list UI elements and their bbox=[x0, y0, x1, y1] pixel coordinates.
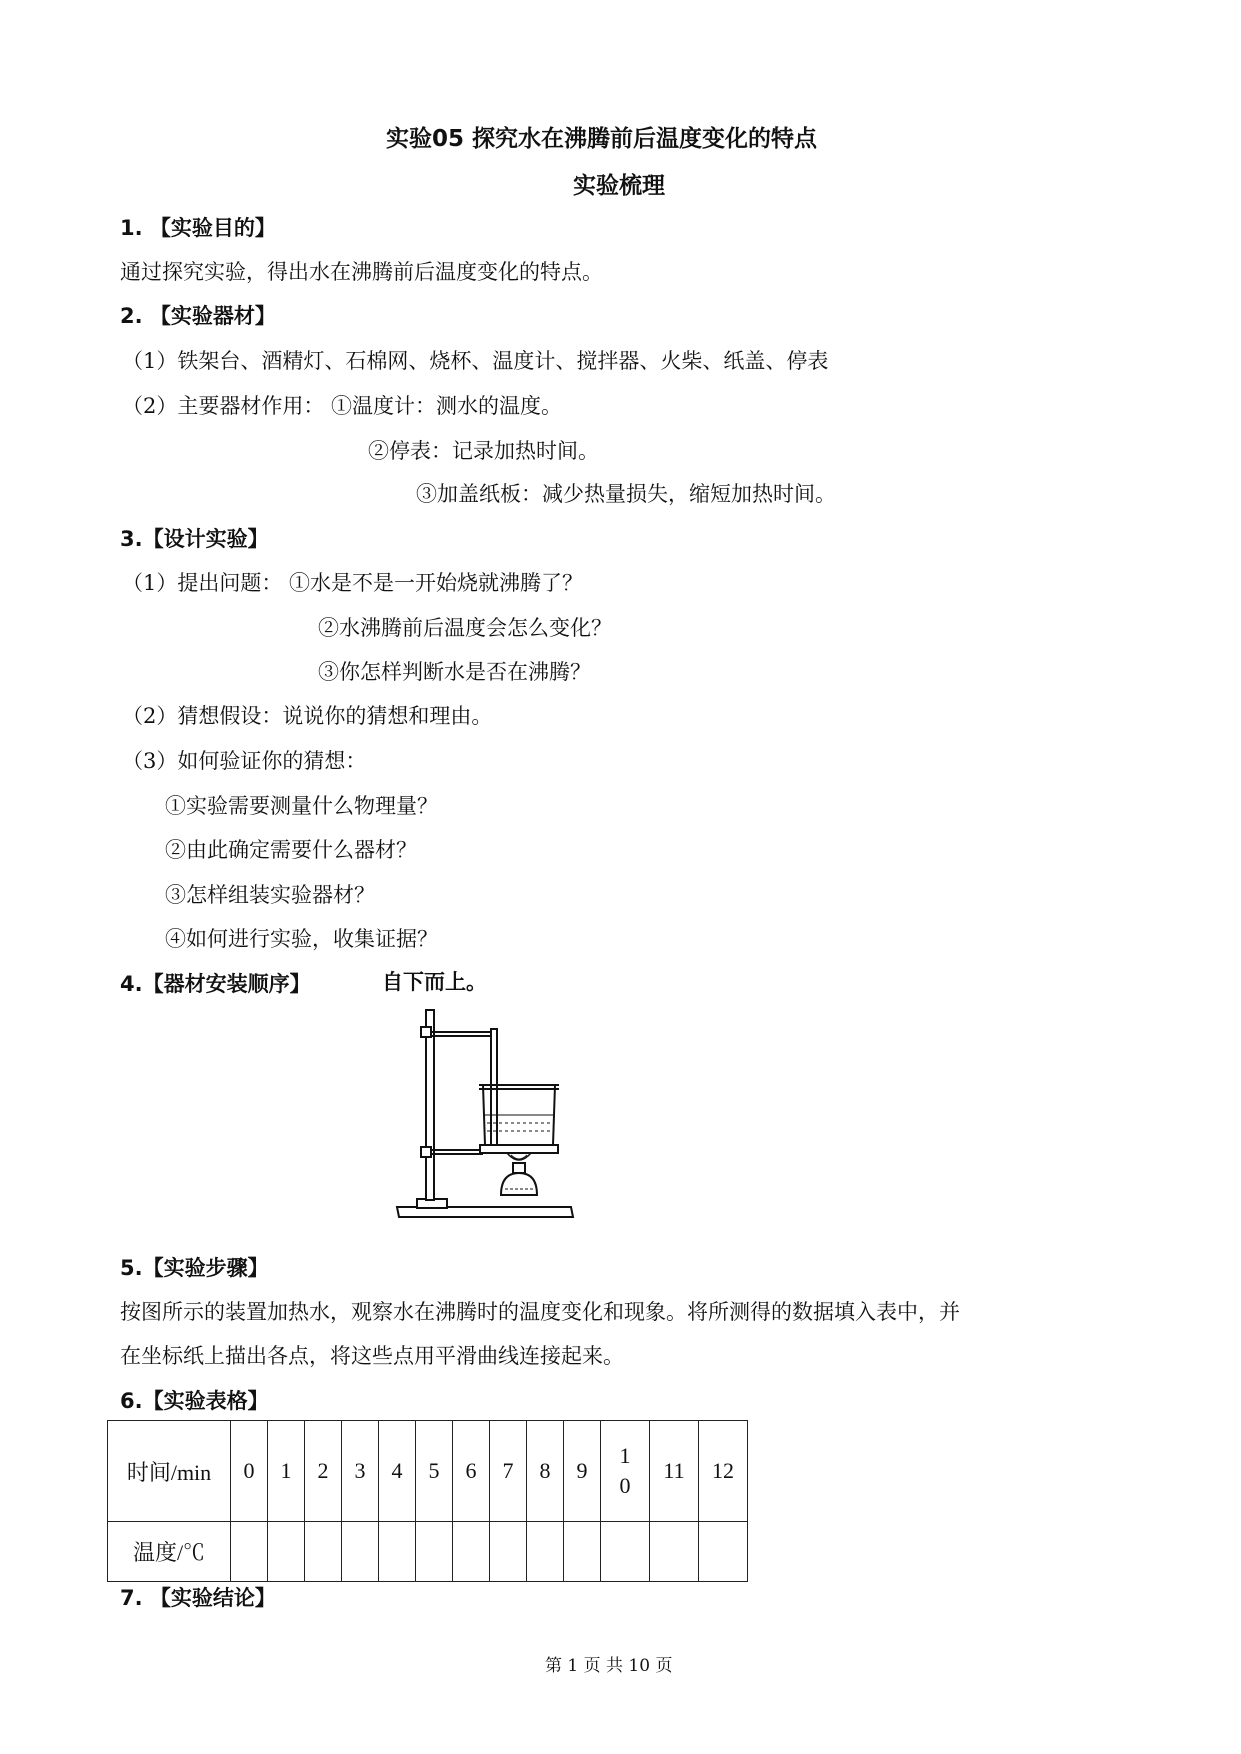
row-header-temperature: 温度/℃ bbox=[108, 1522, 231, 1582]
section-1-text: 通过探究实验，得出水在沸腾前后温度变化的特点。 bbox=[120, 260, 603, 284]
temperature-cell bbox=[453, 1522, 490, 1582]
time-cell: 8 bbox=[527, 1421, 564, 1522]
temperature-cell bbox=[564, 1522, 601, 1582]
section-2-heading: 2. 【实验器材】 bbox=[120, 304, 276, 328]
equipment-role-3: ③加盖纸板：减少热量损失，缩短加热时间。 bbox=[416, 482, 836, 506]
time-cell: 2 bbox=[305, 1421, 342, 1522]
table-row bbox=[108, 1421, 748, 1522]
section-7-heading: 7. 【实验结论】 bbox=[120, 1586, 276, 1610]
time-cell bbox=[601, 1421, 650, 1522]
table-row bbox=[108, 1522, 748, 1582]
question-2: ②水沸腾前后温度会怎么变化？ bbox=[318, 616, 612, 640]
temperature-cell bbox=[231, 1522, 268, 1582]
equipment-role-1: （2）主要器材作用： ①温度计：测水的温度。 bbox=[122, 394, 563, 418]
verify-item-2: ②由此确定需要什么器材？ bbox=[165, 838, 417, 862]
section-4-heading: 4.【器材安装顺序】 bbox=[120, 972, 311, 996]
row-header-time: 时间/min bbox=[108, 1421, 231, 1522]
install-order-text: 自下而上。 bbox=[382, 969, 487, 994]
time-cell: 4 bbox=[379, 1421, 416, 1522]
verify-line: （3）如何验证你的猜想： bbox=[122, 749, 367, 773]
section-3-heading: 3.【设计实验】 bbox=[120, 527, 269, 551]
time-cell-ten-bottom: 0 bbox=[619, 1473, 631, 1498]
section-1-heading: 1. 【实验目的】 bbox=[120, 216, 276, 240]
time-cell-ten-top: 1 bbox=[619, 1443, 631, 1468]
temperature-cell bbox=[416, 1522, 453, 1582]
temperature-cell bbox=[379, 1522, 416, 1582]
verify-item-3: ③怎样组装实验器材？ bbox=[165, 883, 375, 907]
time-cell: 0 bbox=[231, 1421, 268, 1522]
equipment-list: （1）铁架台、酒精灯、石棉网、烧杯、温度计、搅拌器、火柴、纸盖、停表 bbox=[122, 349, 829, 373]
temperature-cell bbox=[305, 1522, 342, 1582]
page-title: 实验05 探究水在沸腾前后温度变化的特点 bbox=[386, 126, 818, 152]
data-table bbox=[107, 1420, 748, 1582]
temperature-cell bbox=[342, 1522, 379, 1582]
question-line-1: （1）提出问题： ①水是不是一开始烧就沸腾了？ bbox=[122, 571, 584, 595]
time-cell: 7 bbox=[490, 1421, 527, 1522]
hypothesis-line: （2）猜想假设：说说你的猜想和理由。 bbox=[122, 704, 493, 728]
boiling-apparatus-illustration bbox=[395, 1005, 575, 1227]
temperature-cell bbox=[527, 1522, 564, 1582]
time-cell: 5 bbox=[416, 1421, 453, 1522]
section-5-heading: 5.【实验步骤】 bbox=[120, 1256, 269, 1280]
question-3: ③你怎样判断水是否在沸腾？ bbox=[318, 660, 591, 684]
procedure-line-2: 在坐标纸上描出各点，将这些点用平滑曲线连接起来。 bbox=[120, 1344, 624, 1368]
temperature-cell bbox=[699, 1522, 748, 1582]
section-6-heading: 6.【实验表格】 bbox=[120, 1389, 269, 1413]
temperature-cell bbox=[601, 1522, 650, 1582]
page-subtitle: 实验梳理 bbox=[573, 173, 665, 199]
time-cell: 1 bbox=[268, 1421, 305, 1522]
equipment-role-2: ②停表：记录加热时间。 bbox=[368, 439, 599, 463]
time-cell: 9 bbox=[564, 1421, 601, 1522]
temperature-cell bbox=[268, 1522, 305, 1582]
time-cell: 3 bbox=[342, 1421, 379, 1522]
temperature-cell bbox=[650, 1522, 699, 1582]
procedure-line-1: 按图所示的装置加热水，观察水在沸腾时的温度变化和现象。将所测得的数据填入表中，并 bbox=[120, 1300, 960, 1324]
time-cell: 11 bbox=[650, 1421, 699, 1522]
verify-item-1: ①实验需要测量什么物理量？ bbox=[165, 794, 438, 818]
verify-item-4: ④如何进行实验，收集证据？ bbox=[165, 927, 438, 951]
page-number: 第 1 页 共 10 页 bbox=[545, 1656, 673, 1676]
temperature-cell bbox=[490, 1522, 527, 1582]
time-cell: 6 bbox=[453, 1421, 490, 1522]
time-cell: 12 bbox=[699, 1421, 748, 1522]
